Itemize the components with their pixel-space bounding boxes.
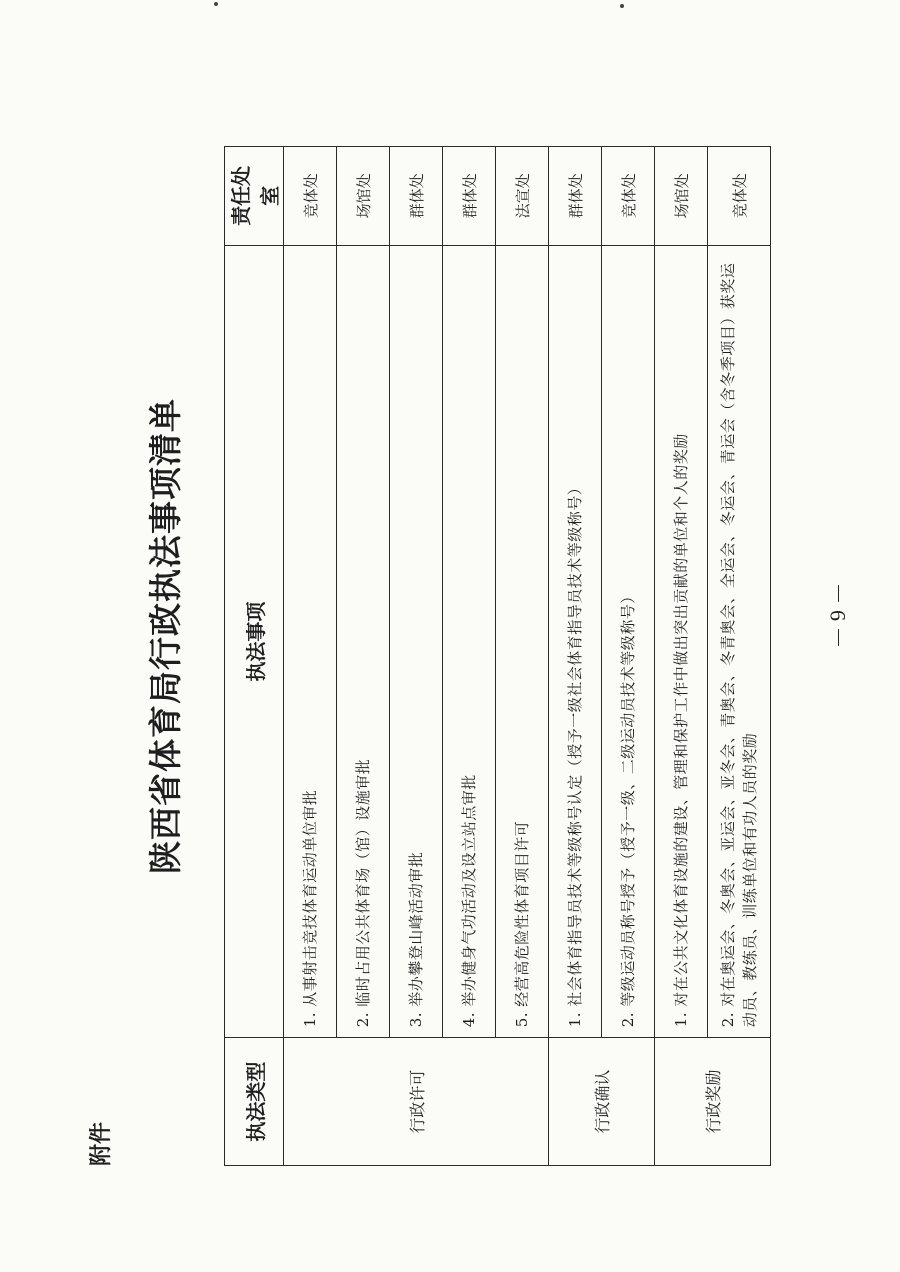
header-dept: 责任处室 xyxy=(225,147,284,246)
item-cell: 3. 举办攀登山峰活动审批 xyxy=(390,245,443,1037)
page-number: － 6 － xyxy=(825,582,851,649)
table-row xyxy=(390,147,443,1166)
dept-cell: 竞体处 xyxy=(602,147,655,246)
type-cell: 行政奖励 xyxy=(655,1038,771,1166)
dept-cell: 群体处 xyxy=(549,147,602,246)
document-title: 陕西省体育局行政执法事项清单 xyxy=(146,398,185,874)
item-cell: 1. 从事射击竞技体育运动单位审批 xyxy=(284,245,337,1037)
item-cell: 1. 对在公共文化体育设施的建设、管理和保护工作中做出突出贡献的单位和个人的奖励 xyxy=(655,245,708,1037)
table-row xyxy=(655,147,708,1166)
item-cell: 1. 社会体育指导员技术等级称号认定（授予一级社会体育指导员技术等级称号） xyxy=(549,245,602,1037)
table-row xyxy=(443,147,496,1166)
table-row xyxy=(337,147,390,1166)
dept-cell: 群体处 xyxy=(390,147,443,246)
dept-cell: 场馆处 xyxy=(337,147,390,246)
dept-cell: 场馆处 xyxy=(655,147,708,246)
table-row xyxy=(549,147,602,1166)
header-type: 执法类型 xyxy=(225,1038,284,1166)
scan-speck xyxy=(620,4,624,8)
item-cell: 4. 举办健身气功活动及设立站点审批 xyxy=(443,245,496,1037)
table-row xyxy=(708,147,771,1166)
header-item: 执法事项 xyxy=(225,245,284,1037)
type-cell: 行政确认 xyxy=(549,1038,655,1166)
table-row xyxy=(602,147,655,1166)
table-header-row xyxy=(225,147,284,1166)
enforcement-table xyxy=(224,146,771,1166)
attachment-label: 附件 xyxy=(89,1121,114,1166)
dept-cell: 竞体处 xyxy=(284,147,337,246)
item-cell: 2. 等级运动员称号授予（授予一级、二级运动员技术等级称号） xyxy=(602,245,655,1037)
type-cell: 行政许可 xyxy=(284,1038,549,1166)
dept-cell: 法宣处 xyxy=(496,147,549,246)
table-row xyxy=(284,147,337,1166)
rotated-document xyxy=(89,106,830,1166)
item-cell: 2. 临时占用公共体育场（馆）设施审批 xyxy=(337,245,390,1037)
table-row xyxy=(496,147,549,1166)
item-cell: 5. 经营高危险性体育项目许可 xyxy=(496,245,549,1037)
item-cell: 2. 对在奥运会、冬奥会、亚运会、亚冬会、青奥会、冬青奥会、全运会、冬运会、青运会（含冬季项目）获奖运动员、教练员、训练单位和有功人员的奖励 xyxy=(708,245,771,1037)
dept-cell: 竞体处 xyxy=(708,147,771,246)
dept-cell: 群体处 xyxy=(443,147,496,246)
scan-speck xyxy=(214,2,218,6)
